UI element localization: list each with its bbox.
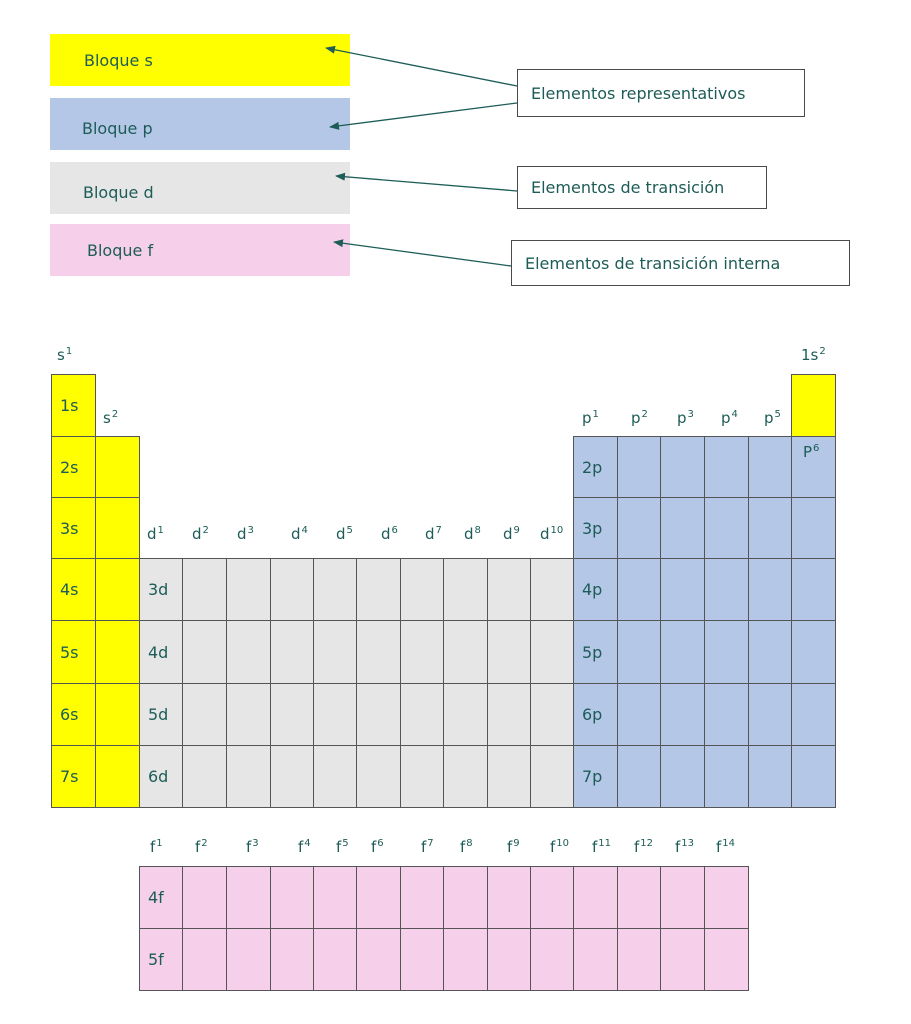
- header-1s2-sup: 2: [819, 346, 826, 357]
- header-p5-base: p: [764, 409, 774, 427]
- header-1s2: [801, 346, 826, 364]
- d-cell-4-5: [313, 558, 357, 621]
- header-d3: [237, 525, 254, 543]
- d-cell-6-8: [443, 683, 488, 746]
- arrow-to-bloque-s: [326, 48, 517, 86]
- header-f13-base: f: [675, 838, 681, 856]
- header-1s2-base: 1s: [801, 346, 819, 364]
- header-p1-sup: 1: [592, 409, 599, 420]
- header-f1-base: f: [150, 838, 156, 856]
- header-f8-sup: 8: [466, 838, 473, 849]
- p-cell-5-4: [704, 620, 749, 684]
- s-cell-6: [51, 683, 96, 746]
- d-cell-6-3: [226, 683, 271, 746]
- f-cell-2-10: [530, 928, 574, 991]
- f-cell-1-4: [270, 866, 314, 929]
- f-cell-2-9: [487, 928, 531, 991]
- s-cell-4-label: 4s: [60, 580, 79, 599]
- header-f2: [195, 838, 208, 856]
- header-d3-sup: 3: [247, 525, 254, 536]
- header-d8-base: d: [464, 525, 474, 543]
- header-d3-base: d: [237, 525, 247, 543]
- header-f6-sup: 6: [377, 838, 384, 849]
- header-d7-base: d: [425, 525, 435, 543]
- p-cell-6-1: [573, 683, 618, 746]
- d-cell-6-1: [139, 683, 183, 746]
- header-f5-base: f: [336, 838, 342, 856]
- p-cell-3-3: [660, 497, 705, 559]
- legend-bloque-s-label: Bloque s: [84, 50, 153, 70]
- f-cell-1-8: [443, 866, 488, 929]
- p-cell-7-2: [617, 745, 661, 808]
- f-cell-2-12: [617, 928, 661, 991]
- p-cell-4-4: [704, 558, 749, 621]
- d-cell-4-8: [443, 558, 488, 621]
- s-cell-3: [51, 497, 96, 559]
- p-cell-6-5: [748, 683, 792, 746]
- s-cell-1: [51, 374, 96, 437]
- p-cell-3-1-label: 3p: [582, 518, 603, 538]
- header-d4: [291, 525, 308, 543]
- d-cell-5-1-label: 4d: [148, 642, 169, 662]
- header-f5: [336, 838, 349, 856]
- d-cell-7-10: [530, 745, 574, 808]
- f-cell-2-6: [356, 928, 401, 991]
- header-f14-sup: 14: [722, 838, 736, 849]
- p-cell-7-3: [660, 745, 705, 808]
- header-d10: [540, 525, 563, 543]
- header-p6-sup: 6: [813, 443, 820, 454]
- d-cell-4-10: [530, 558, 574, 621]
- d-cell-6-10: [530, 683, 574, 746]
- header-f9-sup: 9: [513, 838, 520, 849]
- f-cell-1-14: [704, 866, 749, 929]
- d-cell-4-6: [356, 558, 401, 621]
- f-cell-2-13: [660, 928, 705, 991]
- f-cell-1-5: [313, 866, 357, 929]
- s2-cell-3: [95, 497, 140, 559]
- header-f3: [246, 838, 259, 856]
- header-f6-base: f: [371, 838, 377, 856]
- d-cell-7-4: [270, 745, 314, 808]
- s-cell-1-label: 1s: [60, 396, 79, 415]
- header-s1-sup: 1: [65, 346, 73, 357]
- p-cell-6-2: [617, 683, 661, 746]
- d-cell-4-1: [139, 558, 183, 621]
- arrow-to-bloque-d: [336, 176, 517, 191]
- header-s1-base: s: [57, 346, 65, 364]
- header-f10-sup: 10: [556, 838, 570, 849]
- s2-cell-5: [95, 620, 140, 684]
- p-cell-4-6: [791, 558, 836, 621]
- d-cell-6-2: [182, 683, 227, 746]
- header-f4-sup: 4: [304, 838, 311, 849]
- s-cell-3-label: 3s: [60, 518, 79, 538]
- header-f2-base: f: [195, 838, 201, 856]
- p-cell-7-6: [791, 745, 836, 808]
- d-cell-6-5: [313, 683, 357, 746]
- helium-cell: [791, 374, 836, 437]
- header-f7-sup: 7: [427, 838, 434, 849]
- f-cell-1-9: [487, 866, 531, 929]
- header-f13-sup: 13: [681, 838, 695, 849]
- header-f3-base: f: [246, 838, 252, 856]
- arrow-to-bloque-f: [334, 242, 511, 266]
- d-cell-5-6: [356, 620, 401, 684]
- p-cell-6-3: [660, 683, 705, 746]
- d-cell-6-7: [400, 683, 444, 746]
- header-d8-sup: 8: [474, 525, 481, 536]
- f-cell-2-2: [182, 928, 227, 991]
- f-cell-2-3: [226, 928, 271, 991]
- p-cell-4-5: [748, 558, 792, 621]
- header-f14-base: f: [716, 838, 722, 856]
- header-d4-sup: 4: [301, 525, 308, 536]
- s2-cell-4: [95, 558, 140, 621]
- f-cell-2-14: [704, 928, 749, 991]
- header-f10-base: f: [550, 838, 556, 856]
- note-elementos-transicion-label: Elementos de transición: [531, 178, 725, 197]
- header-d2: [192, 525, 209, 543]
- d-cell-5-4: [270, 620, 314, 684]
- header-p3-base: p: [677, 409, 687, 427]
- header-s2: [103, 409, 118, 427]
- p-cell-2-1-label: 2p: [582, 457, 603, 477]
- header-d2-sup: 2: [202, 525, 209, 536]
- s-cell-7-label: 7s: [60, 767, 79, 786]
- p-cell-3-6: [791, 497, 836, 559]
- s2-cell-7: [95, 745, 140, 808]
- f-cell-1-1: [139, 866, 183, 929]
- d-cell-7-5: [313, 745, 357, 808]
- header-f3-sup: 3: [252, 838, 259, 849]
- p-cell-2-4: [704, 436, 749, 498]
- header-p2: [631, 409, 648, 427]
- d-cell-5-9: [487, 620, 531, 684]
- header-p3: [677, 409, 694, 427]
- header-d5-sup: 5: [346, 525, 353, 536]
- s2-cell-2: [95, 436, 140, 498]
- header-f8: [460, 838, 473, 856]
- p-cell-5-6: [791, 620, 836, 684]
- header-f9: [507, 838, 520, 856]
- legend-bloque-p-label: Bloque p: [82, 118, 153, 138]
- header-d6-sup: 6: [391, 525, 398, 536]
- p-cell-3-2: [617, 497, 661, 559]
- header-p5: [764, 409, 781, 427]
- p-cell-2-5: [748, 436, 792, 498]
- f-cell-2-11: [573, 928, 618, 991]
- d-cell-4-7: [400, 558, 444, 621]
- header-p6: [803, 443, 819, 461]
- p-cell-2-2: [617, 436, 661, 498]
- f-cell-1-12: [617, 866, 661, 929]
- header-p1: [582, 409, 599, 427]
- d-cell-5-7: [400, 620, 444, 684]
- p-cell-3-1: [573, 497, 618, 559]
- d-cell-7-6: [356, 745, 401, 808]
- d-cell-6-4: [270, 683, 314, 746]
- p-cell-7-1: [573, 745, 618, 808]
- header-f10: [550, 838, 569, 856]
- header-d6: [381, 525, 398, 543]
- header-f9-base: f: [507, 838, 513, 856]
- s-cell-5-label: 5s: [60, 642, 79, 662]
- p-cell-2-3: [660, 436, 705, 498]
- s-cell-5: [51, 620, 96, 684]
- header-d9-sup: 9: [513, 525, 520, 536]
- header-s1: [57, 346, 72, 364]
- note-elementos-transicion-interna-label: Elementos de transición interna: [525, 253, 781, 273]
- header-f12-base: f: [634, 838, 640, 856]
- header-p6-base: P: [803, 443, 813, 461]
- header-f14: [716, 838, 735, 856]
- header-f1-sup: 1: [156, 838, 163, 849]
- d-cell-7-3: [226, 745, 271, 808]
- p-cell-5-2: [617, 620, 661, 684]
- header-p1-base: p: [582, 409, 592, 427]
- header-d6-base: d: [381, 525, 391, 543]
- p-cell-2-1: [573, 436, 618, 498]
- header-f2-sup: 2: [201, 838, 208, 849]
- header-d2-base: d: [192, 525, 202, 543]
- d-cell-7-8: [443, 745, 488, 808]
- header-d5-base: d: [336, 525, 346, 543]
- p-cell-4-1: [573, 558, 618, 621]
- header-d1: [147, 525, 164, 543]
- header-f12: [634, 838, 653, 856]
- f-cell-2-1-label: 5f: [148, 950, 164, 969]
- header-p4-sup: 4: [731, 409, 738, 420]
- d-cell-6-9: [487, 683, 531, 746]
- header-f4: [298, 838, 311, 856]
- d-cell-4-2: [182, 558, 227, 621]
- p-cell-5-3: [660, 620, 705, 684]
- header-f7-base: f: [421, 838, 427, 856]
- f-cell-1-6: [356, 866, 401, 929]
- s-cell-7: [51, 745, 96, 808]
- p-cell-4-1-label: 4p: [582, 580, 603, 599]
- d-cell-5-1: [139, 620, 183, 684]
- s2-cell-6: [95, 683, 140, 746]
- p-cell-7-4: [704, 745, 749, 808]
- header-f1: [150, 838, 163, 856]
- header-f13: [675, 838, 694, 856]
- p-cell-5-5: [748, 620, 792, 684]
- f-cell-2-8: [443, 928, 488, 991]
- d-cell-5-10: [530, 620, 574, 684]
- header-d1-sup: 1: [157, 525, 164, 536]
- header-f11: [592, 838, 611, 856]
- header-f7: [421, 838, 434, 856]
- d-cell-7-2: [182, 745, 227, 808]
- f-cell-1-13: [660, 866, 705, 929]
- legend-bloque-d-label: Bloque d: [83, 182, 154, 202]
- header-d7: [425, 525, 442, 543]
- p-cell-6-1-label: 6p: [582, 705, 603, 724]
- header-f6: [371, 838, 384, 856]
- d-cell-7-1-label: 6d: [148, 767, 169, 786]
- header-p4-base: p: [721, 409, 731, 427]
- header-d4-base: d: [291, 525, 301, 543]
- header-d5: [336, 525, 353, 543]
- header-s2-base: s: [103, 409, 111, 427]
- d-cell-5-8: [443, 620, 488, 684]
- header-f8-base: f: [460, 838, 466, 856]
- p-cell-3-5: [748, 497, 792, 559]
- d-cell-7-9: [487, 745, 531, 808]
- legend-arrows: [0, 0, 911, 300]
- p-cell-4-3: [660, 558, 705, 621]
- header-d9: [503, 525, 520, 543]
- header-d8: [464, 525, 481, 543]
- s-cell-6-label: 6s: [60, 705, 79, 724]
- p-cell-4-2: [617, 558, 661, 621]
- f-cell-2-1: [139, 928, 183, 991]
- header-f4-base: f: [298, 838, 304, 856]
- s-cell-4: [51, 558, 96, 621]
- d-cell-5-3: [226, 620, 271, 684]
- d-cell-5-5: [313, 620, 357, 684]
- f-cell-1-11: [573, 866, 618, 929]
- header-d1-base: d: [147, 525, 157, 543]
- p-cell-7-5: [748, 745, 792, 808]
- d-cell-7-1: [139, 745, 183, 808]
- arrow-to-bloque-p: [330, 103, 517, 127]
- d-cell-4-9: [487, 558, 531, 621]
- header-d10-sup: 10: [550, 525, 564, 536]
- d-cell-4-1-label: 3d: [148, 580, 169, 599]
- header-s2-sup: 2: [111, 409, 119, 420]
- header-p3-sup: 3: [687, 409, 694, 420]
- p-cell-3-4: [704, 497, 749, 559]
- note-elementos-representativos-label: Elementos representativos: [531, 83, 746, 103]
- d-cell-6-1-label: 5d: [148, 705, 169, 724]
- header-p5-sup: 5: [774, 409, 781, 420]
- header-d7-sup: 7: [435, 525, 442, 536]
- p-cell-5-1: [573, 620, 618, 684]
- f-cell-1-2: [182, 866, 227, 929]
- d-cell-5-2: [182, 620, 227, 684]
- p-cell-5-1-label: 5p: [582, 642, 603, 662]
- d-cell-4-3: [226, 558, 271, 621]
- f-cell-1-7: [400, 866, 444, 929]
- f-cell-2-7: [400, 928, 444, 991]
- p-cell-7-1-label: 7p: [582, 767, 603, 786]
- s-cell-2: [51, 436, 96, 498]
- d-cell-4-4: [270, 558, 314, 621]
- legend-bloque-f-label: Bloque f: [87, 240, 154, 260]
- p-cell-6-4: [704, 683, 749, 746]
- header-d10-base: d: [540, 525, 550, 543]
- s-cell-2-label: 2s: [60, 457, 79, 477]
- header-f11-base: f: [592, 838, 598, 856]
- f-cell-1-10: [530, 866, 574, 929]
- header-f5-sup: 5: [342, 838, 349, 849]
- header-p4: [721, 409, 738, 427]
- f-cell-2-4: [270, 928, 314, 991]
- header-p2-sup: 2: [641, 409, 648, 420]
- f-cell-1-1-label: 4f: [148, 888, 164, 907]
- f-cell-2-5: [313, 928, 357, 991]
- d-cell-7-7: [400, 745, 444, 808]
- header-p2-base: p: [631, 409, 641, 427]
- header-f11-sup: 11: [598, 838, 612, 849]
- header-f12-sup: 12: [640, 838, 654, 849]
- d-cell-6-6: [356, 683, 401, 746]
- f-cell-1-3: [226, 866, 271, 929]
- p-cell-6-6: [791, 683, 836, 746]
- header-d9-base: d: [503, 525, 513, 543]
